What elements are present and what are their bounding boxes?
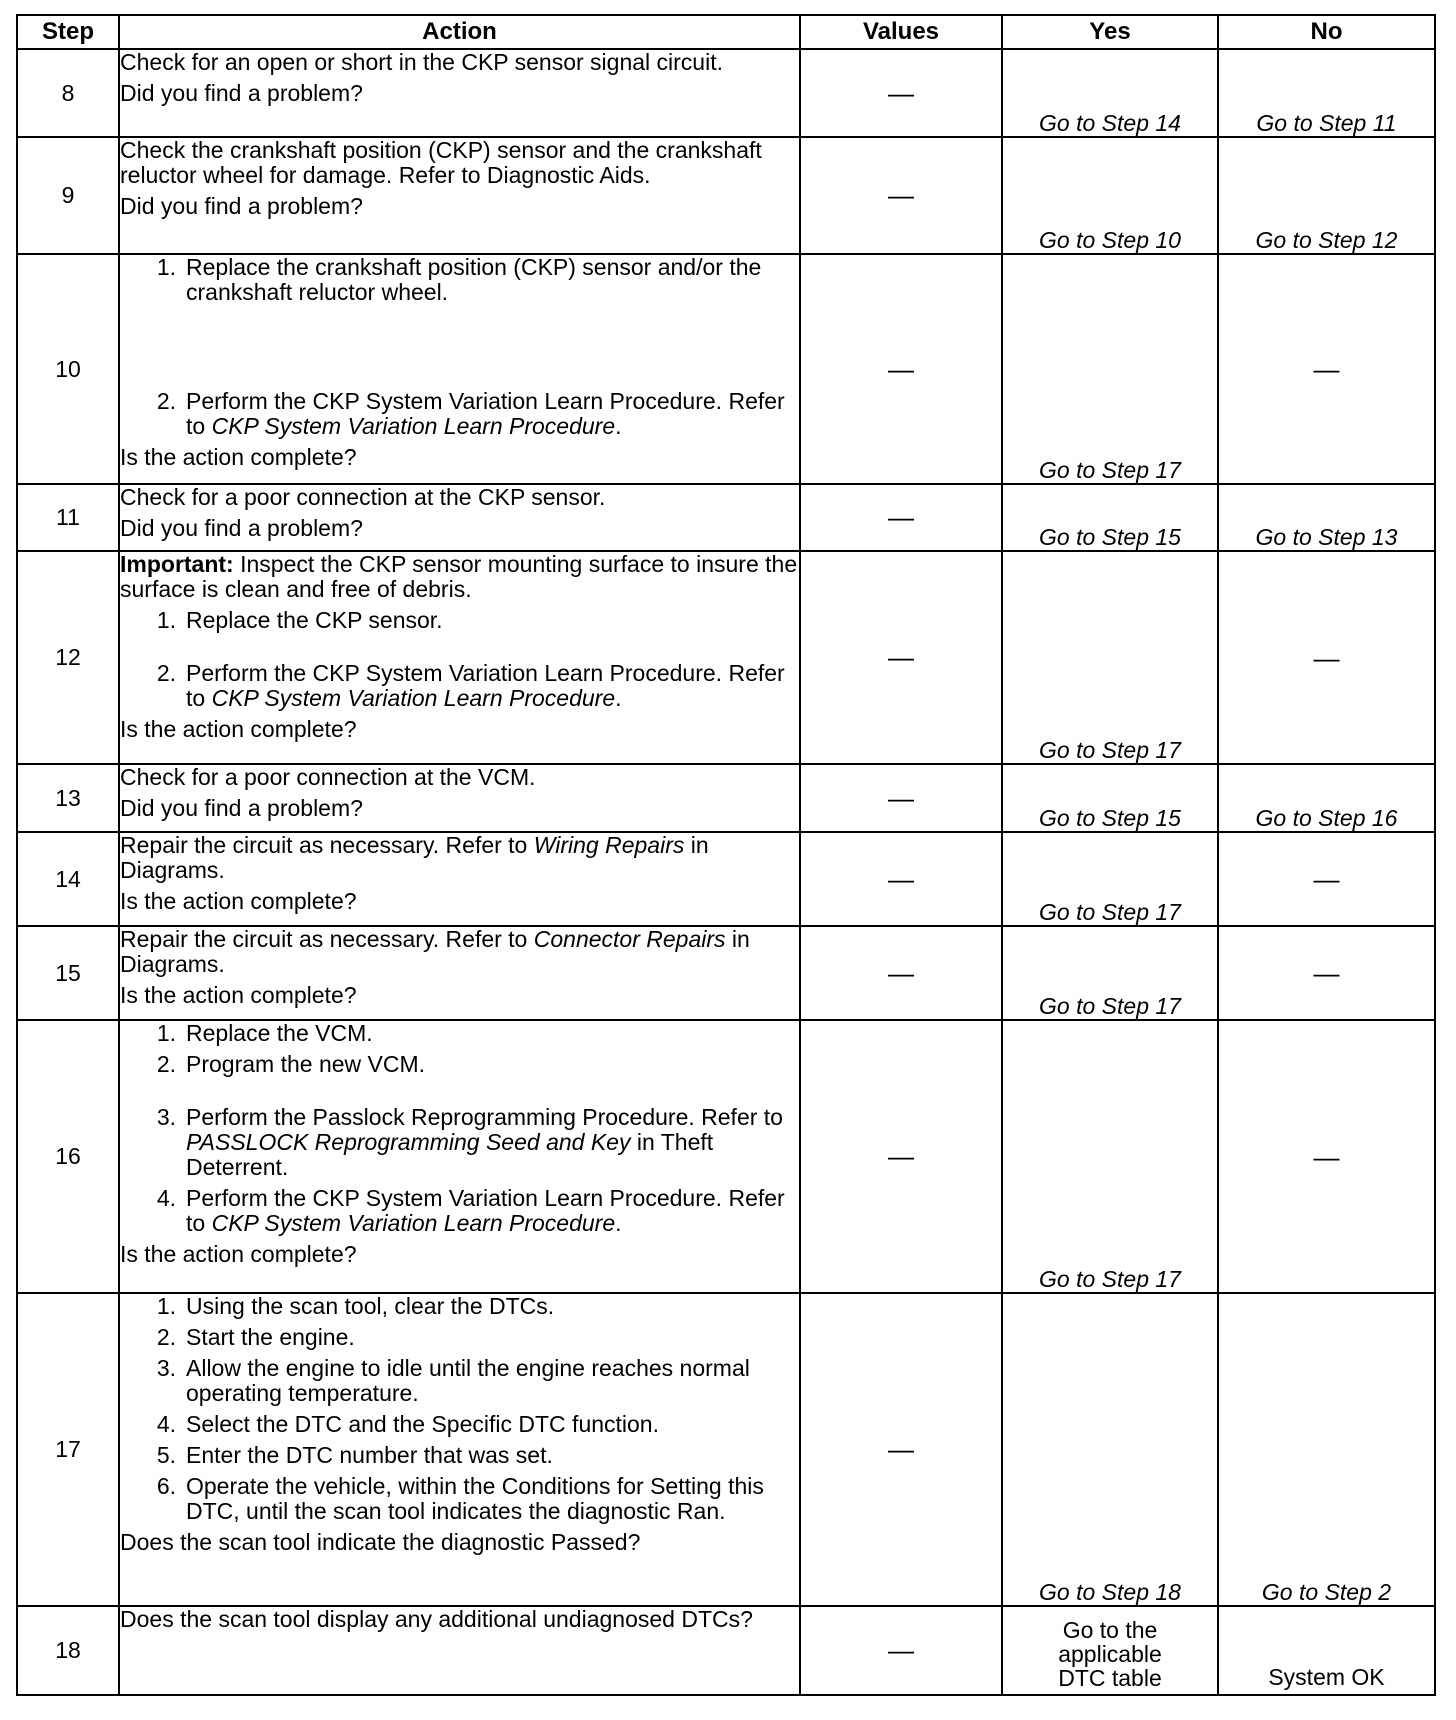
list-item: 3. Perform the Passlock Reprogramming Procedure. Refer to PASSLOCK Reprogramming Seed and Key in Theft Deterrent. — [156, 1104, 783, 1180]
action-question: Did you find a problem? — [120, 193, 363, 219]
action-cell — [119, 49, 800, 137]
list-item: 2. Perform the CKP System Variation Learn Procedure. Refer to CKP System Variation Learn Procedure. — [156, 388, 785, 439]
values-cell: — — [800, 551, 1002, 764]
action-cell — [119, 1293, 800, 1606]
action-steps — [120, 1021, 799, 1236]
no-cell: Go to Step 2 — [1218, 1293, 1435, 1606]
list-item: 6. Operate the vehicle, within the Conditions for Setting this DTC, until the scan tool indicates the diagnostic Ran. — [156, 1473, 764, 1524]
reference-link: CKP System Variation Learn Procedure — [211, 1210, 616, 1236]
reference-link: Wiring Repairs — [533, 832, 685, 858]
step-number: 17 — [17, 1293, 119, 1606]
yes-cell: Go to Step 17 — [1002, 254, 1218, 484]
yes-cell: Go to Step 15 — [1002, 484, 1218, 551]
no-cell: System OK — [1218, 1606, 1435, 1695]
yes-cell: Go to Step 17 — [1002, 926, 1218, 1020]
action-question: Did you find a problem? — [120, 795, 363, 821]
action-text: Check the crankshaft position (CKP) sensor and the crankshaft reluctor wheel for damage. Refer to Diagnostic Aids. — [120, 137, 762, 188]
header-yes: Yes — [1002, 15, 1218, 49]
action-text: Repair the circuit as necessary. Refer to Wiring Repairs in Diagrams. — [120, 832, 709, 883]
action-steps — [120, 255, 799, 439]
yes-cell: Go to Step 17 — [1002, 1020, 1218, 1293]
values-cell: — — [800, 49, 1002, 137]
header-row — [17, 15, 1435, 49]
table-row — [17, 137, 1435, 254]
yes-cell: Go to Step 17 — [1002, 832, 1218, 926]
action-question: Did you find a problem? — [120, 515, 363, 541]
step-number: 16 — [17, 1020, 119, 1293]
yes-cell — [1002, 1606, 1218, 1695]
step-number: 8 — [17, 49, 119, 137]
reference-link: Connector Repairs — [533, 926, 726, 952]
list-item: 1. Replace the VCM. — [156, 1020, 373, 1046]
reference-link: PASSLOCK Reprogramming Seed and Key — [186, 1129, 631, 1155]
no-cell: — — [1218, 254, 1435, 484]
list-item: 1. Using the scan tool, clear the DTCs. — [156, 1293, 555, 1319]
list-item: 2. Perform the CKP System Variation Learn Procedure. Refer to CKP System Variation Learn Procedure. — [156, 660, 785, 711]
yes-cell: Go to Step 17 — [1002, 551, 1218, 764]
action-question: Is the action complete? — [120, 716, 357, 742]
diagnostic-table — [16, 14, 1436, 1696]
yes-cell-text: Go to the applicable DTC table — [1058, 1617, 1162, 1691]
important-note: Important: Inspect the CKP sensor mounting surface to insure the surface is clean and free of debris. — [120, 551, 798, 602]
values-cell: — — [800, 254, 1002, 484]
table-row — [17, 926, 1435, 1020]
list-item: 2. Start the engine. — [156, 1324, 355, 1350]
yes-cell: Go to Step 14 — [1002, 49, 1218, 137]
step-number: 18 — [17, 1606, 119, 1695]
values-cell: — — [800, 764, 1002, 832]
table-row — [17, 484, 1435, 551]
list-item: 4. Select the DTC and the Specific DTC function. — [156, 1411, 659, 1437]
list-item: 3. Allow the engine to idle until the engine reaches normal operating temperature. — [156, 1355, 750, 1406]
action-text: Check for an open or short in the CKP sensor signal circuit. — [120, 49, 723, 75]
list-item: 1. Replace the CKP sensor. — [156, 607, 443, 633]
action-question: Is the action complete? — [120, 444, 357, 470]
step-number: 12 — [17, 551, 119, 764]
no-cell: Go to Step 13 — [1218, 484, 1435, 551]
step-number: 9 — [17, 137, 119, 254]
no-cell: — — [1218, 926, 1435, 1020]
step-number: 14 — [17, 832, 119, 926]
step-number: 10 — [17, 254, 119, 484]
no-cell: Go to Step 12 — [1218, 137, 1435, 254]
action-question: Did you find a problem? — [120, 80, 363, 106]
action-cell — [119, 764, 800, 832]
action-text: Check for a poor connection at the VCM. — [120, 764, 536, 790]
yes-cell: Go to Step 10 — [1002, 137, 1218, 254]
step-number: 11 — [17, 484, 119, 551]
values-cell: — — [800, 832, 1002, 926]
action-cell — [119, 137, 800, 254]
action-text: Check for a poor connection at the CKP sensor. — [120, 484, 606, 510]
reference-link: CKP System Variation Learn Procedure — [211, 685, 616, 711]
action-cell — [119, 1606, 800, 1695]
action-cell — [119, 484, 800, 551]
action-steps — [120, 608, 799, 711]
action-cell — [119, 551, 800, 764]
values-cell: — — [800, 1606, 1002, 1695]
step-number: 13 — [17, 764, 119, 832]
table-row — [17, 832, 1435, 926]
list-item: 2. Program the new VCM. — [156, 1051, 426, 1077]
list-item: 5. Enter the DTC number that was set. — [156, 1442, 553, 1468]
table-row — [17, 1606, 1435, 1695]
no-cell: Go to Step 11 — [1218, 49, 1435, 137]
important-label: Important: — [120, 551, 234, 577]
table-row — [17, 254, 1435, 484]
values-cell: — — [800, 1020, 1002, 1293]
table-row — [17, 1293, 1435, 1606]
step-number: 15 — [17, 926, 119, 1020]
yes-cell: Go to Step 15 — [1002, 764, 1218, 832]
list-item: 4. Perform the CKP System Variation Learn Procedure. Refer to CKP System Variation Learn Procedure. — [156, 1185, 785, 1236]
header-step: Step — [17, 15, 119, 49]
table-row — [17, 764, 1435, 832]
yes-cell: Go to Step 18 — [1002, 1293, 1218, 1606]
values-cell: — — [800, 484, 1002, 551]
values-cell: — — [800, 1293, 1002, 1606]
action-question: Is the action complete? — [120, 1241, 357, 1267]
header-no: No — [1218, 15, 1435, 49]
action-question: Is the action complete? — [120, 888, 357, 914]
values-cell: — — [800, 137, 1002, 254]
reference-link: CKP System Variation Learn Procedure — [211, 413, 616, 439]
action-question: Is the action complete? — [120, 982, 357, 1008]
action-cell — [119, 926, 800, 1020]
action-cell — [119, 832, 800, 926]
action-steps — [120, 1294, 799, 1524]
list-item: 1. Replace the crankshaft position (CKP) sensor and/or the crankshaft reluctor wheel. — [156, 254, 762, 305]
action-text: Does the scan tool display any additional undiagnosed DTCs? — [120, 1606, 753, 1632]
action-text: Repair the circuit as necessary. Refer to Connector Repairs in Diagrams. — [120, 926, 750, 977]
table-row — [17, 49, 1435, 137]
header-action: Action — [119, 15, 800, 49]
table-row — [17, 551, 1435, 764]
no-cell: Go to Step 16 — [1218, 764, 1435, 832]
table-row — [17, 1020, 1435, 1293]
values-cell: — — [800, 926, 1002, 1020]
action-cell — [119, 254, 800, 484]
action-cell — [119, 1020, 800, 1293]
header-values: Values — [800, 15, 1002, 49]
no-cell: — — [1218, 551, 1435, 764]
no-cell: — — [1218, 832, 1435, 926]
action-question: Does the scan tool indicate the diagnostic Passed? — [120, 1529, 641, 1555]
no-cell: — — [1218, 1020, 1435, 1293]
